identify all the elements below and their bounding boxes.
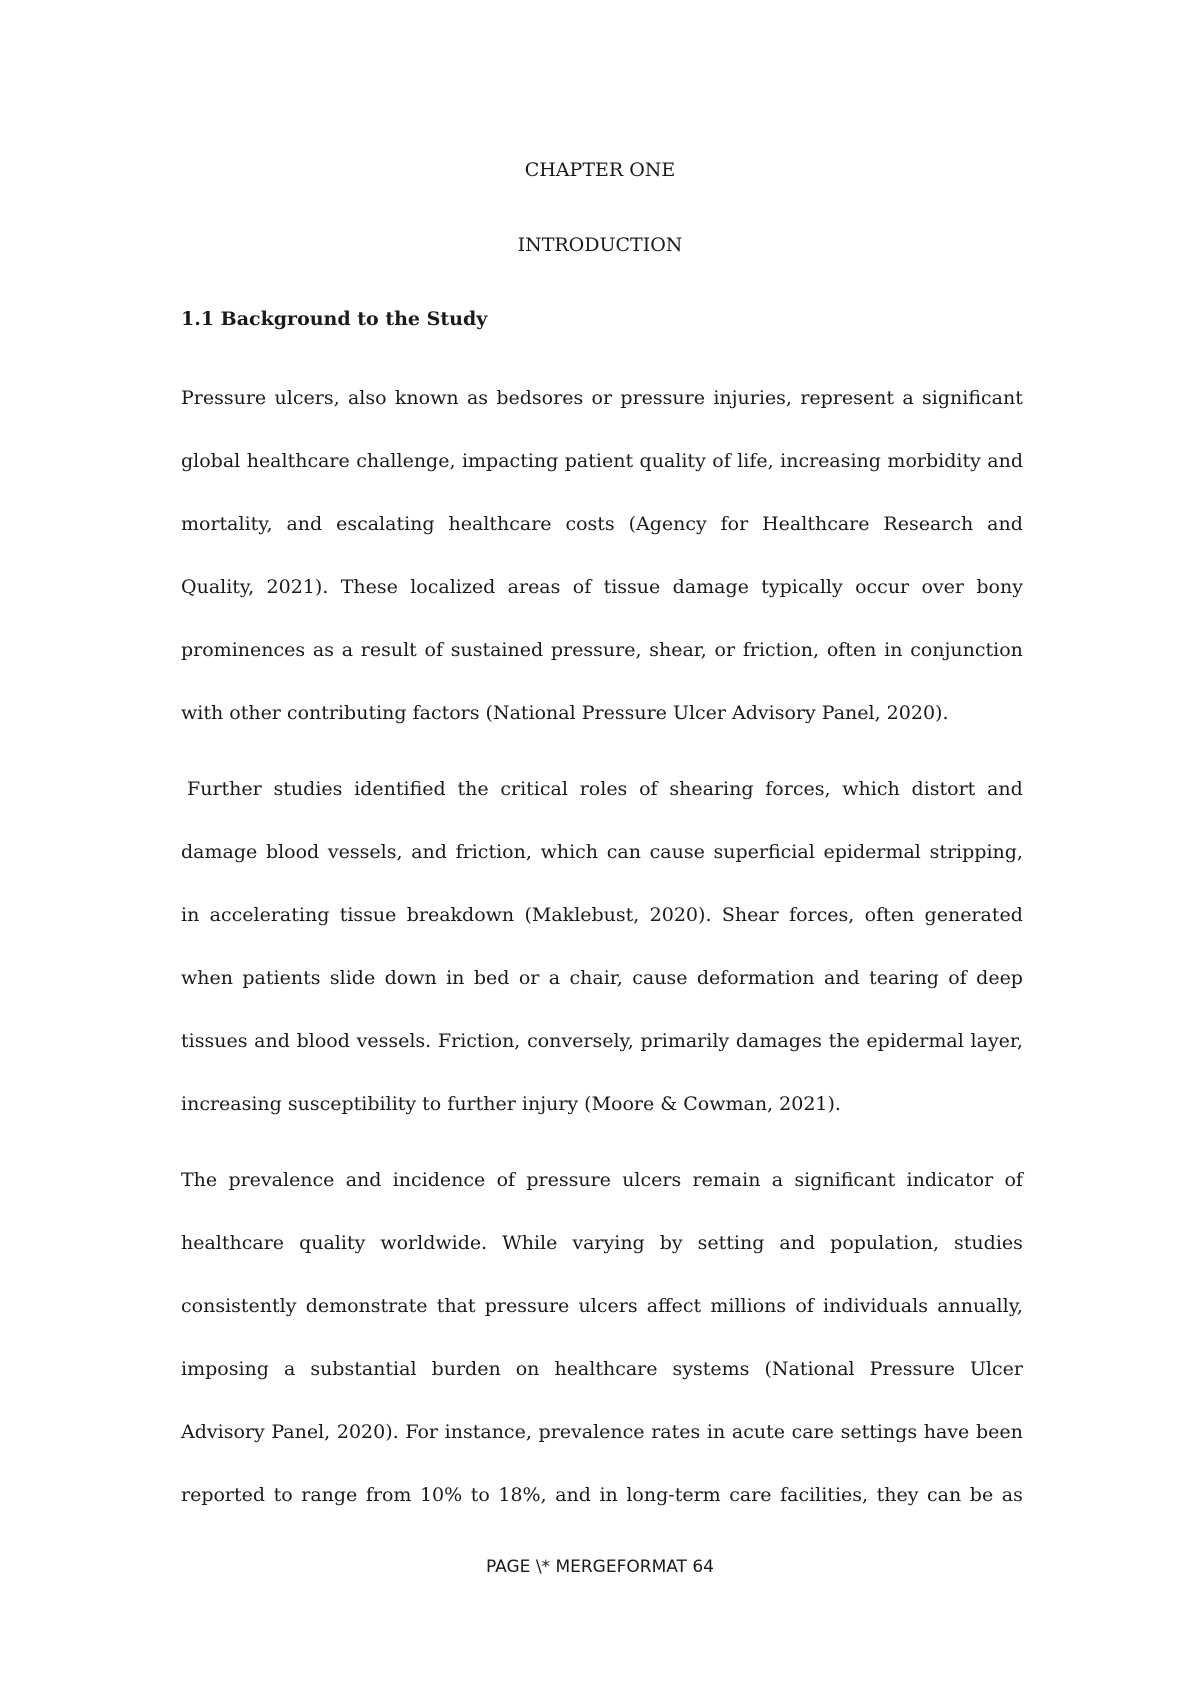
paragraph-line: increasing susceptibility to further injury (Moore & Cowman, 2021). bbox=[181, 1093, 841, 1115]
paragraph-line: Further studies identified the critical roles of shearing forces, which distort and bbox=[181, 778, 1023, 800]
paragraph-line: in accelerating tissue breakdown (Maklebust, 2020). Shear forces, often generated bbox=[181, 904, 1023, 926]
paragraph-line: imposing a substantial burden on healthcare systems (National Pressure Ulcer bbox=[181, 1358, 1023, 1380]
paragraph-line: Quality, 2021). These localized areas of tissue damage typically occur over bony bbox=[181, 576, 1023, 598]
paragraph-line: prominences as a result of sustained pressure, shear, or friction, often in conjunction bbox=[181, 639, 1023, 661]
paragraph-line: global healthcare challenge, impacting patient quality of life, increasing morbidity and bbox=[181, 450, 1023, 472]
chapter-subtitle: INTRODUCTION bbox=[517, 234, 683, 256]
paragraph-line: Pressure ulcers, also known as bedsores or pressure injuries, represent a significant bbox=[181, 387, 1023, 409]
paragraph-line: mortality, and escalating healthcare costs (Agency for Healthcare Research and bbox=[181, 513, 1023, 535]
paragraph-line: Advisory Panel, 2020). For instance, prevalence rates in acute care settings have been bbox=[181, 1421, 1023, 1443]
page-footer: PAGE \* MERGEFORMAT 64 bbox=[486, 1557, 714, 1577]
paragraph-line: consistently demonstrate that pressure ulcers affect millions of individuals annually, bbox=[181, 1295, 1023, 1317]
chapter-title: CHAPTER ONE bbox=[524, 159, 676, 181]
paragraph-2 bbox=[181, 776, 1023, 1154]
paragraph-line: reported to range from 10% to 18%, and in long-term care facilities, they can be as bbox=[181, 1484, 1023, 1506]
paragraph-line: when patients slide down in bed or a chair, cause deformation and tearing of deep bbox=[181, 967, 1023, 989]
paragraph-line: with other contributing factors (National Pressure Ulcer Advisory Panel, 2020). bbox=[181, 702, 949, 724]
paragraph-line: The prevalence and incidence of pressure ulcers remain a significant indicator of bbox=[181, 1169, 1023, 1191]
paragraph-3 bbox=[181, 1167, 1023, 1545]
paragraph-1 bbox=[181, 385, 1023, 763]
paragraph-line: tissues and blood vessels. Friction, conversely, primarily damages the epidermal layer, bbox=[181, 1030, 1023, 1052]
paragraph-line: healthcare quality worldwide. While varying by setting and population, studies bbox=[181, 1232, 1023, 1254]
paragraph-line: damage blood vessels, and friction, which can cause superficial epidermal stripping, bbox=[181, 841, 1023, 863]
section-heading: 1.1 Background to the Study bbox=[181, 308, 488, 330]
